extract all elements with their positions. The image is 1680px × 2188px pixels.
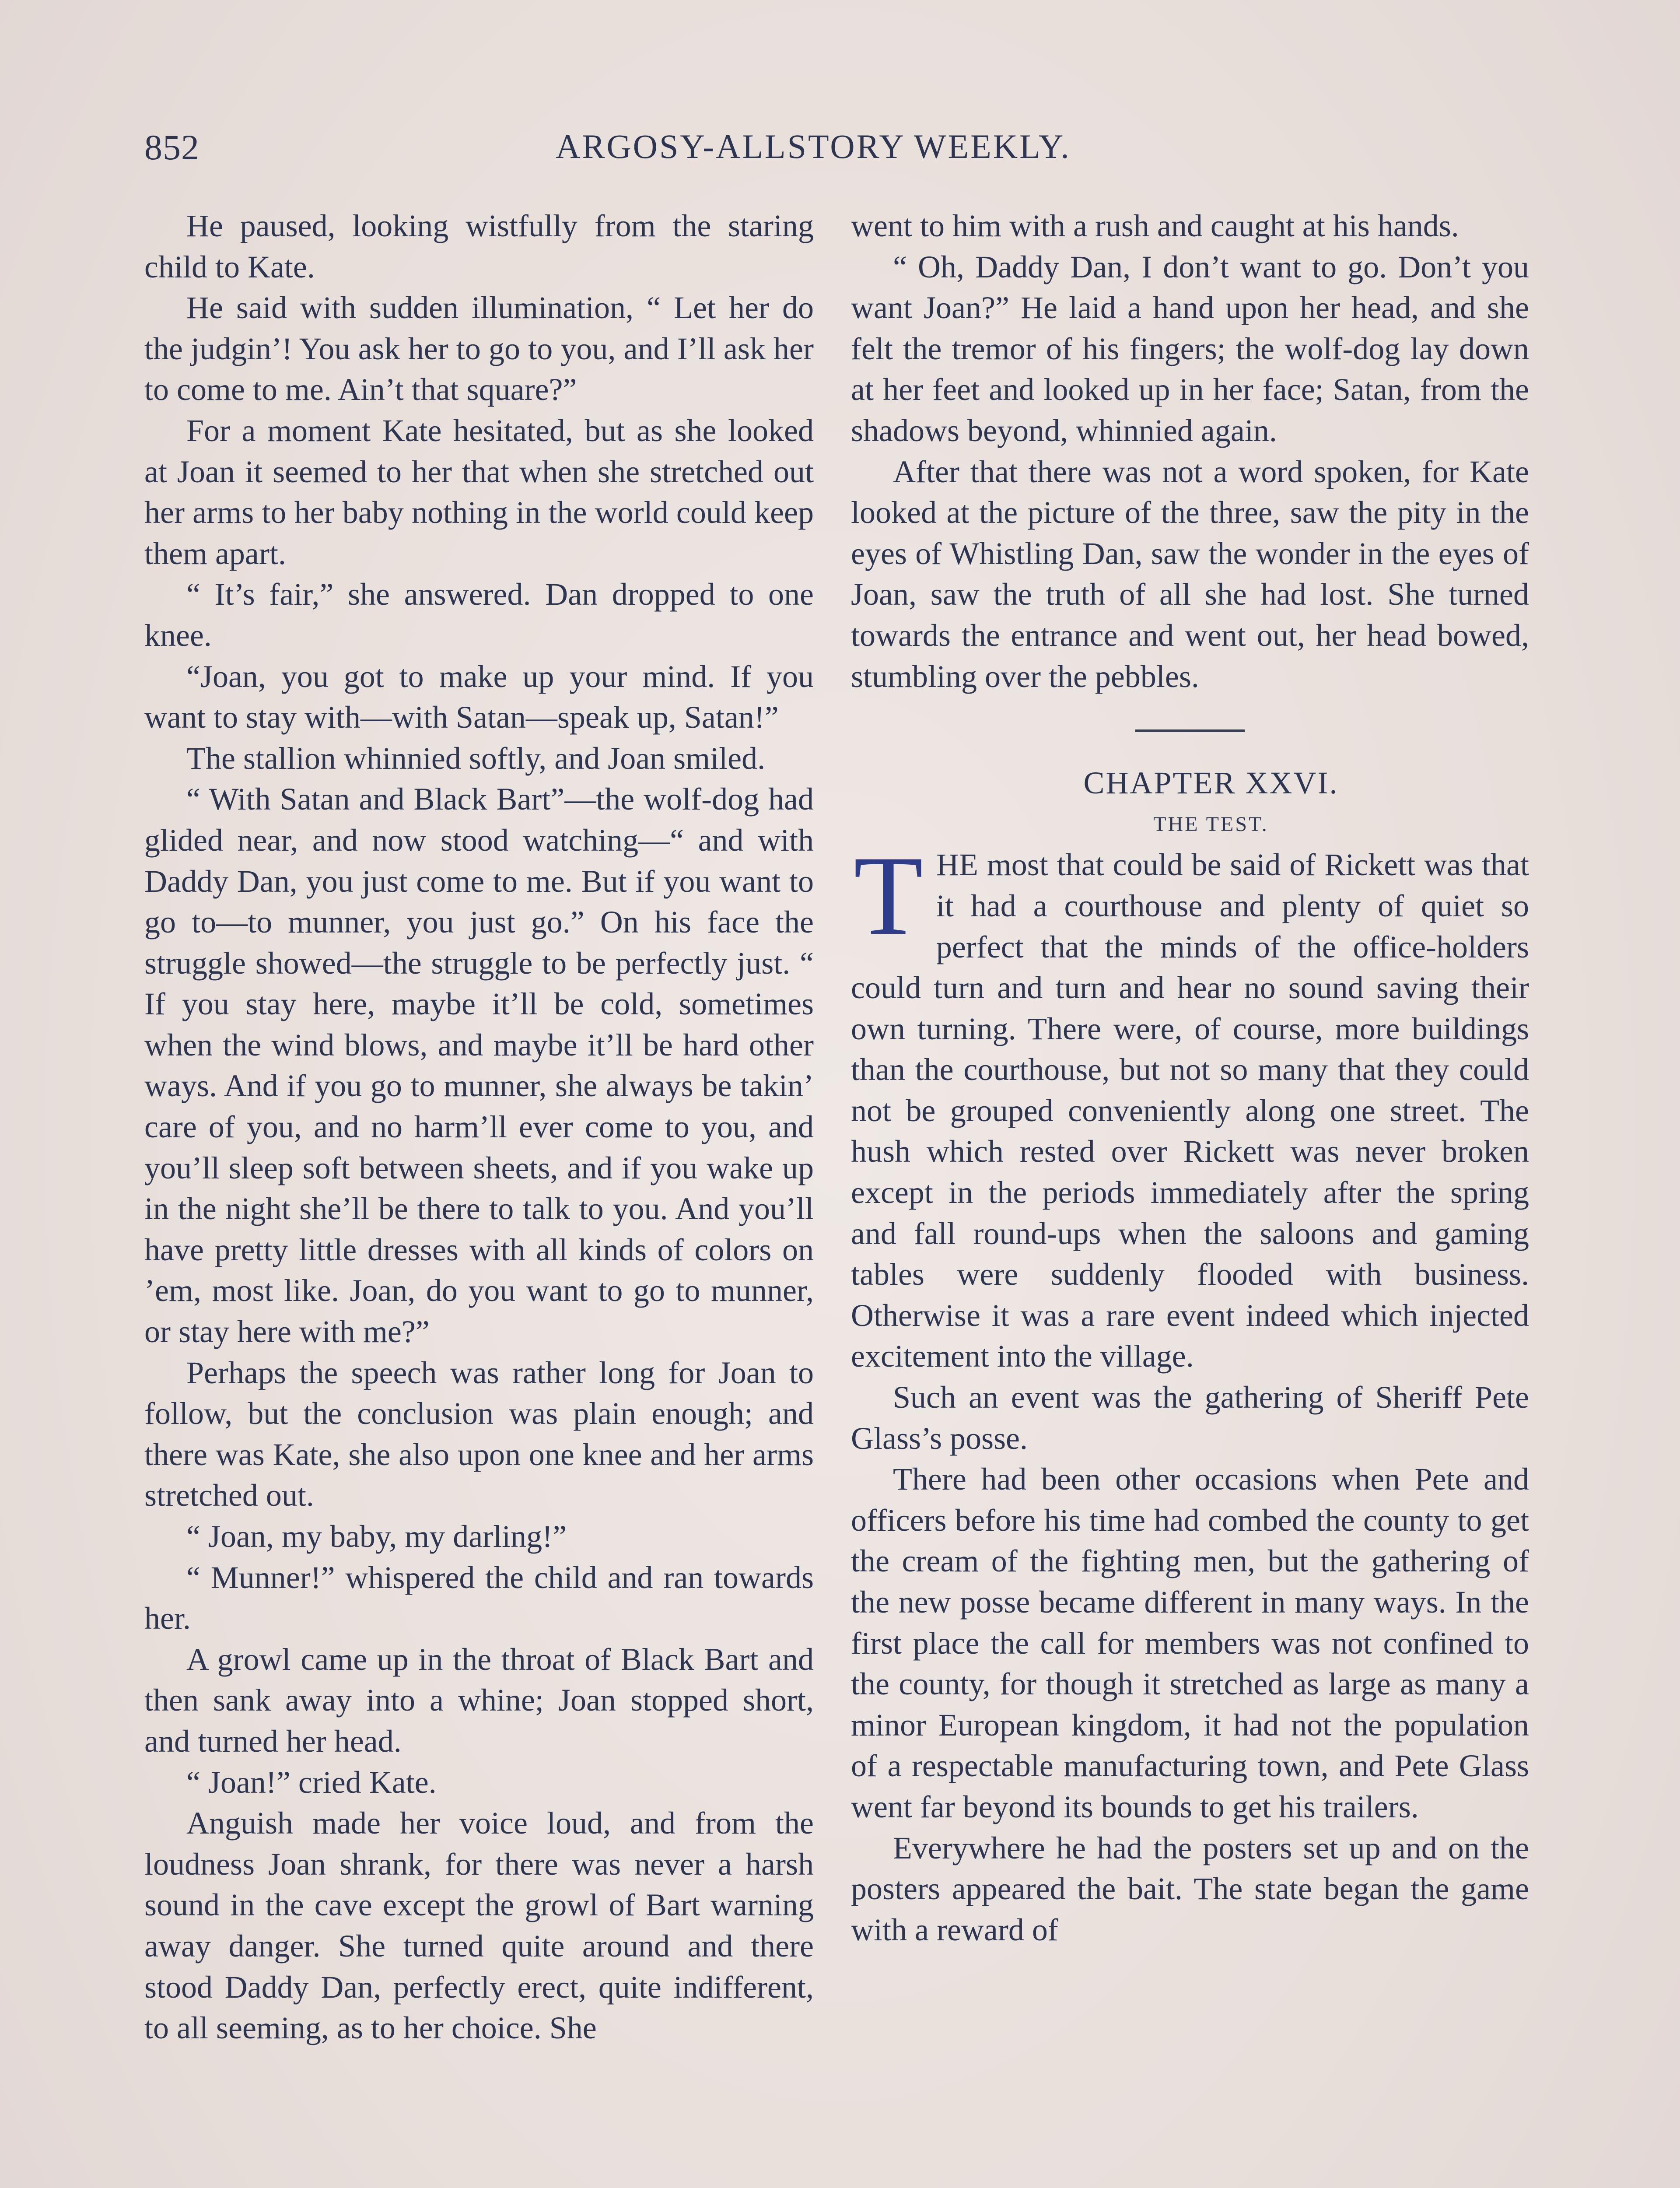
right-column bbox=[851, 206, 1529, 2188]
paragraph: After that there was not a word spoken, for Kate looked at the picture of the three, saw the pity in the eyes of Whistling Dan, saw the wonder in the eyes of Joan, saw the truth of all she had lost. She turned towards the entrance and went out, her head bowed, stumbling over the pebbles. bbox=[851, 454, 1529, 694]
chapter-title: CHAPTER XXVI. bbox=[1083, 765, 1339, 801]
paragraph: “ Joan!” cried Kate. bbox=[186, 1764, 437, 1800]
paragraph: Such an event was the gathering of Sheriff Pete Glass’s posse. bbox=[851, 1380, 1529, 1456]
running-head: ARGOSY-ALLSTORY WEEKLY. bbox=[556, 127, 1071, 165]
paragraph: Perhaps the speech was rather long for Joan to follow, but the conclusion was plain enough; and there was Kate, she also upon one knee and her arms stretched out. bbox=[144, 1355, 814, 1513]
paragraph: “Joan, you got to make up your mind. If you want to stay with—with Satan—speak up, Satan!” bbox=[144, 659, 814, 735]
section-divider bbox=[1135, 729, 1245, 732]
paragraph: Anguish made her voice loud, and from the loudness Joan shrank, for there was never a harsh sound in the cave except the growl of Bart warning away danger. She turned quite around and there stood Daddy Dan, perfectly erect, quite indifferent, to all seeming, as to her choice. She bbox=[144, 1806, 814, 2046]
paragraph: He said with sudden illumination, “ Let her do the judgin’! You ask her to go to you, and I’ll ask her to come to me. Ain’t that square?” bbox=[144, 290, 814, 407]
first-paragraph-text: HE most that could be said of Rickett was that it had a courthouse and plenty of quiet so perfect that the minds of the office-holders could turn and turn and hear no sound saving their own turning. There were, of course, more buildings than the courthouse, but not so many that they could not be grouped conveniently along one street. The hush which rested over Rickett was never broken except in the periods immediately after the spring and fall round-ups when the saloons and gaming tables were suddenly flooded with business. Otherwise it was a rare event indeed which injected excitement into the village. bbox=[851, 847, 1529, 1374]
page-header bbox=[144, 127, 1129, 179]
paragraph: went to him with a rush and caught at his hands. bbox=[851, 208, 1459, 243]
paragraph: A growl came up in the throat of Black Bart and then sank away into a whine; Joan stopped short, and turned her head. bbox=[144, 1641, 814, 1759]
chapter-subtitle: THE TEST. bbox=[1153, 812, 1269, 836]
paragraph: “ Munner!” whispered the child and ran towards her. bbox=[144, 1560, 814, 1636]
paragraph: For a moment Kate hesitated, but as she looked at Joan it seemed to her that when she stretched out her arms to her baby nothing in the world could keep them apart. bbox=[144, 413, 814, 571]
left-column bbox=[144, 206, 814, 2188]
paragraph: The stallion whinnied softly, and Joan smiled. bbox=[186, 740, 766, 776]
paragraph: There had been other occasions when Pete and officers before his time had combed the county to get the cream of the fighting men, but the gathering of the new posse became different in many ways. In the first place the call for members was not confined to the county, for though it stretched as large as many a minor European kingdom, it had not the population of a respectable manufacturing town, and Pete Glass went far beyond its bounds to get his trailers. bbox=[851, 1462, 1529, 1824]
paragraph: He paused, looking wistfully from the staring child to Kate. bbox=[144, 208, 814, 284]
paragraph: “ With Satan and Black Bart”—the wolf-dog had glided near, and now stood watching—“ and with Daddy Dan, you just come to me. But if you want to go to—to munner, you just go.” On his face the struggle showed—the struggle to be perfectly just. “ If you stay here, maybe it’ll be cold, sometimes when the wind blows, and maybe it’ll be hard other ways. And if you go to munner, she always be takin’ care of you, and no harm’ll ever come to you, and you’ll sleep soft between sheets, and if you wake up in the night she’ll be there to talk to you. And you’ll have pretty little dresses with all kinds of colors on ’em, most like. Joan, do you want to go to munner, or stay here with me?” bbox=[144, 782, 814, 1350]
paragraph: “ Joan, my baby, my darling!” bbox=[186, 1519, 567, 1554]
paragraph: Everywhere he had the posters set up and on the posters appeared the bait. The state began the game with a reward of bbox=[851, 1830, 1529, 1947]
drop-cap: T bbox=[854, 833, 923, 959]
chapter-first-paragraph bbox=[851, 833, 1529, 1377]
paragraph: “ Oh, Daddy Dan, I don’t want to go. Don’t you want Joan?” He laid a hand upon her head, and she felt the tremor of his fingers; the wolf-dog lay down at her feet and looked up in her face; Satan, from the shadows beyond, whinnied again. bbox=[851, 249, 1529, 448]
paragraph: “ It’s fair,” she answered. Dan dropped to one knee. bbox=[144, 577, 814, 653]
page-number: 852 bbox=[144, 127, 200, 167]
